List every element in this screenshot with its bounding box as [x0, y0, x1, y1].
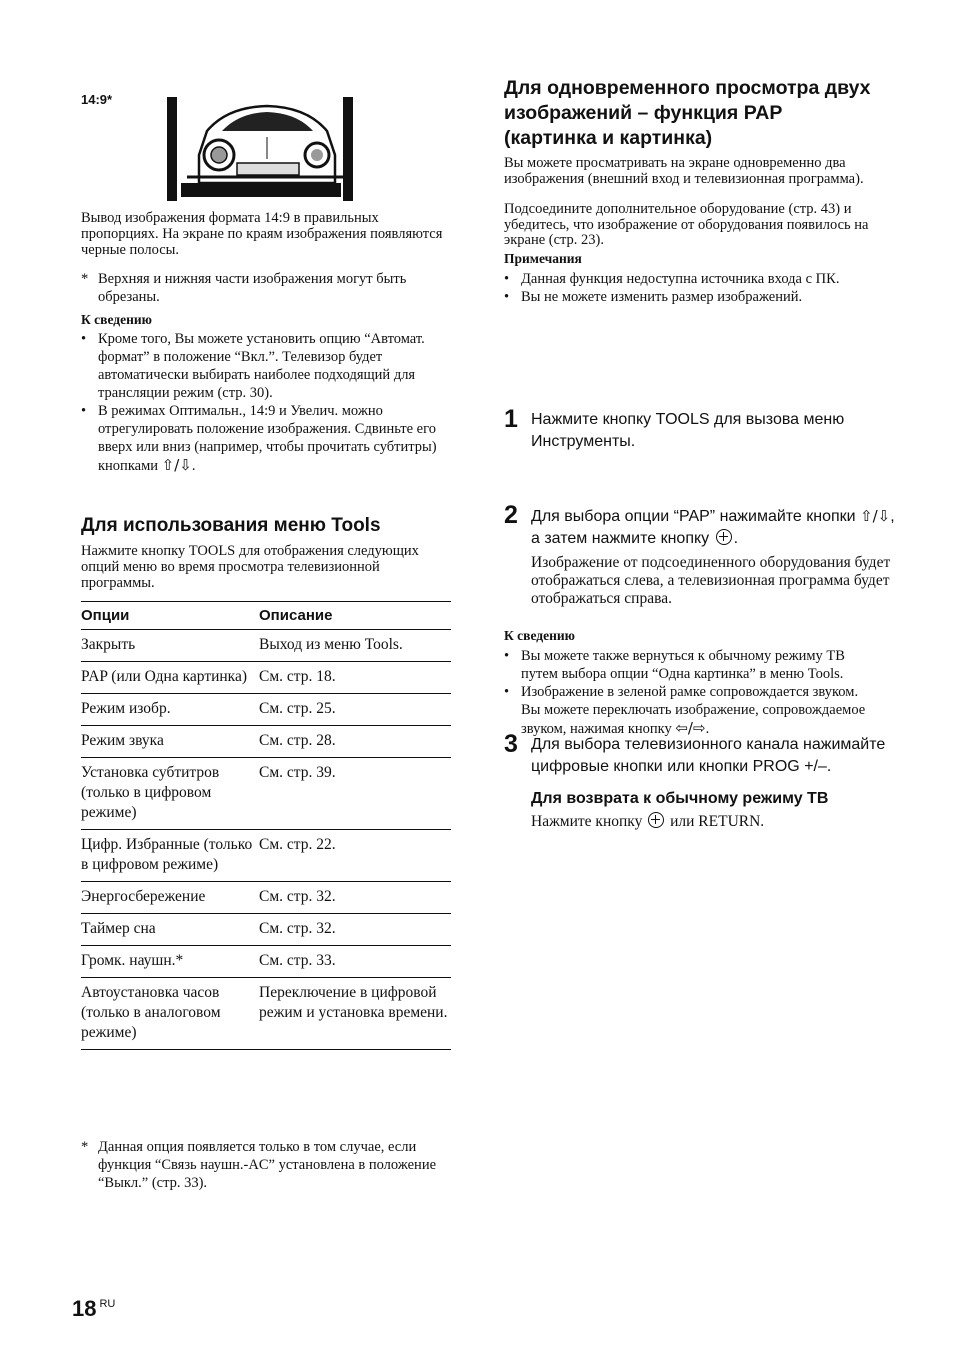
language-code: RU [99, 1298, 116, 1310]
info-item: • В режимах Оптимальн., 14:9 и Увелич. можно отрегулировать положение изображения. Сдвиньте его вверх или вниз (например, чтобы прочитать субтитры) кнопками ⇧/⇩. [81, 402, 451, 475]
notes-heading: Примечания [504, 251, 582, 266]
tools-intro: Нажмите кнопку TOOLS для отображения следующих опций меню во время просмотра телевизионной программы. [81, 543, 419, 591]
table-row: Установка субтитров (только в цифровом режиме) См. стр. 39. [81, 758, 451, 830]
left-right-arrows-icon: ⇦/⇨ [675, 719, 706, 737]
table-row: PAP (или Одна картинка) См. стр. 18. [81, 662, 451, 694]
table-row: Энергосбережение См. стр. 32. [81, 882, 451, 914]
footnote-text: Данная опция появляется только в том случае, если функция “Связь наушн.-AC” установлена в положение “Выкл.” (стр. 33). [98, 1139, 437, 1191]
pap-intro-1: Вы можете просматривать на экране одновременно два изображения (внешний вход и телевизионная программа). [504, 155, 864, 187]
step-2 [504, 501, 901, 608]
step-3 [504, 730, 901, 831]
aspect-label: 14:9* [81, 92, 113, 107]
left-column [81, 92, 453, 1191]
table-row: Режим изобр. См. стр. 25. [81, 694, 451, 726]
notes-list [504, 270, 874, 306]
footnote-mark: * [81, 271, 89, 287]
up-down-arrows-icon: ⇧/⇩ [161, 456, 192, 474]
return-text: Нажмите кнопку или RETURN. [531, 813, 765, 830]
table-row: Закрыть Выход из меню Tools. [81, 630, 451, 662]
aspect-description: Вывод изображения формата 14:9 в правильных пропорциях. На экране по краям изображения появляются черные полосы. [81, 210, 443, 258]
column-header-options: Опции [81, 602, 259, 630]
info-item: • Кроме того, Вы можете установить опцию “Автомат. формат” в положение “Вкл.”. Телевизор будет автоматически выбирать наиболее подходящий для трансляции режим (стр. 30). [81, 330, 451, 402]
up-down-arrows-icon: ⇧/⇩ [860, 507, 891, 525]
table-header-row [81, 602, 451, 630]
table-row: Автоустановка часов (только в аналоговом режиме) Переключение в цифровой режим и установка времени. [81, 978, 451, 1050]
note-item: • Вы не можете изменить размер изображений. [504, 288, 874, 306]
pap-intro-2: Подсоедините дополнительное оборудование (стр. 43) и убедитесь, что изображение от оборудования появилось на экране (стр. 23). [504, 201, 869, 248]
info-item: • Изображение в зеленой рамке сопровождается звуком. Вы можете переключать изображение, сопровождаемое звуком, нажимая кнопку ⇦/⇨. [504, 683, 874, 738]
step-text: Для выбора телевизионного канала нажимайте цифровые кнопки или кнопки PROG +/–. [531, 736, 886, 775]
note-item: • Данная функция недоступна источника входа с ПК. [504, 270, 874, 288]
step-subtext: Изображение от подсоединенного оборудования будет отображаться слева, а телевизионная программа будет отображаться справа. [531, 554, 891, 607]
step-1 [504, 405, 901, 453]
right-column [504, 76, 895, 830]
tools-heading: Для использования меню Tools [81, 515, 381, 536]
info-heading: К сведению [504, 628, 575, 643]
step-text: Нажмите кнопку TOOLS для вызова меню Инструменты. [531, 411, 845, 450]
table-footnote [81, 1138, 468, 1192]
info-item: • Вы можете также вернуться к обычному режиму ТВ путем выбора опции “Одна картинка” в меню Tools. [504, 647, 874, 683]
footnote-mark: * [81, 1139, 89, 1155]
options-table [81, 601, 451, 1050]
table-row: Режим звука См. стр. 28. [81, 726, 451, 758]
page-number: 18 [72, 1296, 97, 1321]
footnote-text: Верхняя и нижняя части изображения могут быть обрезаны. [98, 271, 407, 305]
table-row: Громк. наушн.* См. стр. 33. [81, 946, 451, 978]
step-number: 2 [504, 501, 518, 529]
enter-button-icon [648, 812, 664, 828]
pap-heading: Для одновременного просмотра двух изображений – функция PAP (картинка и картинка) [504, 77, 871, 149]
car-illustration [167, 97, 353, 201]
table-row: Таймер сна См. стр. 32. [81, 914, 451, 946]
step-number: 3 [504, 730, 518, 758]
column-header-description: Описание [259, 602, 451, 630]
page-footer [72, 1296, 115, 1322]
info-heading: К сведению [81, 312, 152, 327]
aspect-footnote [81, 270, 470, 306]
info-list [504, 647, 874, 738]
table-row: Цифр. Избранные (только в цифровом режиме) См. стр. 22. [81, 830, 451, 882]
step-text: Для выбора опции “PAP” нажимайте кнопки ⇧/⇩, а затем нажмите кнопку . [531, 507, 895, 547]
step-number: 1 [504, 405, 518, 433]
info-list [81, 330, 451, 475]
return-heading: Для возврата к обычному режиму ТВ [531, 790, 829, 807]
enter-button-icon [716, 529, 732, 545]
